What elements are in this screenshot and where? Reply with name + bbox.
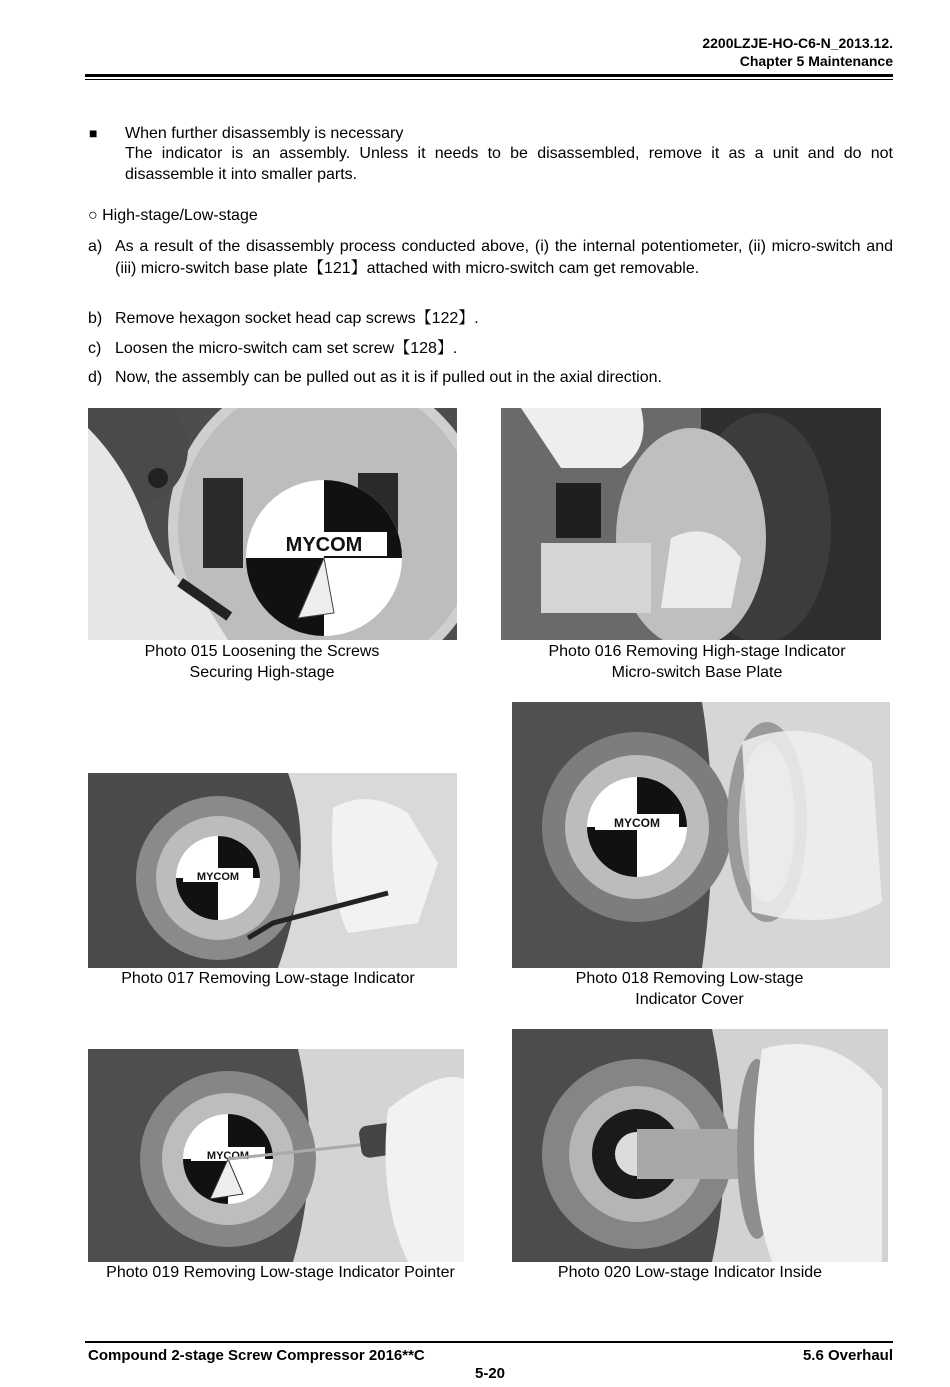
page-number: 5-20 xyxy=(474,1365,506,1382)
intro-text: The indicator is an assembly. Unless it needs to be disassembled, remove it as a unit and do not disassemble it into smaller parts. xyxy=(125,145,893,183)
photo-018-removing-cover xyxy=(512,702,890,968)
step-marker-d: d) xyxy=(88,369,103,386)
document-id: 2200LZJE-HO-C6-N_2013.12. xyxy=(702,35,893,51)
svg-text:MYCOM: MYCOM xyxy=(196,871,240,883)
header-rule-thick xyxy=(85,74,893,77)
photo-017-caption: Photo 017 Removing Low-stage Indicator xyxy=(121,970,415,987)
section-heading: ○ High-stage/Low-stage xyxy=(88,207,258,224)
step-marker-b: b) xyxy=(88,310,103,327)
step-text-b: Remove hexagon socket head cap screws【122】. xyxy=(115,310,479,327)
photo-019-caption: Photo 019 Removing Low-stage Indicator Pointer xyxy=(106,1264,455,1281)
mycom-logo: MYCOM xyxy=(285,534,363,556)
photo-015-caption: Photo 015 Loosening the Screws Securing High-stage xyxy=(144,643,380,681)
photo-018-caption: Photo 018 Removing Low-stage Indicator Cover xyxy=(575,970,804,1008)
step-marker-c: c) xyxy=(88,340,102,357)
footer-document-title: Compound 2-stage Screw Compressor 2016**C xyxy=(88,1347,425,1364)
photo-020-caption: Photo 020 Low-stage Indicator Inside xyxy=(557,1264,823,1281)
svg-text:MYCOM: MYCOM xyxy=(614,816,660,830)
step-text-a: As a result of the disassembly process conducted above, (i) the internal potentiometer, (ii) micro-switch and (iii) micro-switch base plate【121】attached with micro-switch cam get removable. xyxy=(115,238,893,277)
step-text-c: Loosen the micro-switch cam set screw【128】. xyxy=(115,340,458,357)
footer-rule xyxy=(85,1341,893,1343)
step-marker-a: a) xyxy=(88,238,103,255)
photo-015-loosening-screws xyxy=(88,408,457,640)
photo-016-removing-base-plate xyxy=(501,408,881,640)
footer-section: 5.6 Overhaul xyxy=(802,1347,893,1364)
photo-016-caption: Photo 016 Removing High-stage Indicator Micro-switch Base Plate xyxy=(548,643,846,681)
header-rule-thin xyxy=(85,79,893,80)
intro-title: When further disassembly is necessary xyxy=(125,125,404,142)
chapter-title: Chapter 5 Maintenance xyxy=(739,53,893,69)
step-text-d: Now, the assembly can be pulled out as it is if pulled out in the axial direction. xyxy=(115,369,662,386)
photo-017-removing-indicator xyxy=(88,773,457,968)
photo-019-removing-pointer xyxy=(88,1049,464,1262)
svg-text:MYCOM: MYCOM xyxy=(206,1150,250,1162)
square-bullet-icon: ■ xyxy=(89,125,98,141)
photo-020-indicator-inside xyxy=(512,1029,888,1262)
